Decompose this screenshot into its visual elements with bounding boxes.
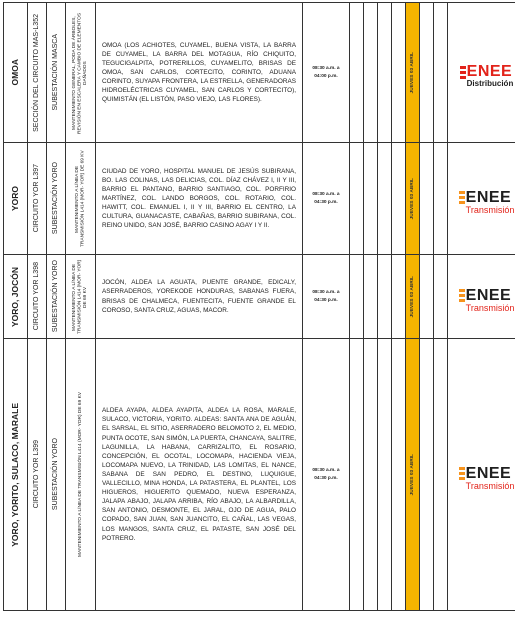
- empty-cell: [434, 143, 448, 255]
- hours-from: 08:30 a.m. a: [312, 290, 340, 296]
- municipality-name: OMOA: [9, 59, 20, 86]
- work-description: MANTENIMIENTO A LÍNEA DE TRANSMISIÓN L414 (MOR- YOR) DE 69 KV: [72, 259, 89, 334]
- logo-word: ENEE: [465, 188, 512, 206]
- municipality-cell: [4, 3, 28, 143]
- hours-cell: [303, 3, 350, 143]
- logo-cell: [448, 143, 515, 255]
- circuit-name: CIRCUITO YOR L397: [32, 164, 40, 233]
- empty-cell: [434, 3, 448, 143]
- logo-word: ENEE: [465, 464, 512, 482]
- municipality-cell: [4, 255, 28, 339]
- empty-cell: [420, 143, 434, 255]
- work-description: MANTENIMIENTO GENERAL, PODA DE ÁRBOLES, REVISIÓN EN ESCALERA Y CAMBIO DE ELEMENTOS DAÑADOS: [72, 11, 89, 134]
- date-label: JUEVES 03 ABRIL: [409, 275, 415, 318]
- empty-cell: [378, 3, 392, 143]
- municipality-name: YORO: [9, 185, 20, 212]
- empty-cell: [378, 255, 392, 339]
- logo-cell: [448, 339, 515, 611]
- hours-to: 04:30 p.m.: [314, 297, 338, 303]
- work-description: MANTENIMIENTO A LÍNEA DE TRANSMISIÓN L414 (MOR- YOR) DE 69 KV: [77, 392, 83, 557]
- circuit-cell: [28, 3, 47, 143]
- outage-schedule-table: [3, 2, 515, 611]
- empty-cell: [350, 339, 364, 611]
- empty-cell: [350, 255, 364, 339]
- logo-subtitle: Transmisión: [465, 480, 515, 491]
- hours-to: 04:30 p.m.: [314, 475, 338, 481]
- substation-cell: [47, 339, 66, 611]
- logo-subtitle: Transmisión: [465, 302, 515, 313]
- municipality-name: YORO, YORITO, SULACO, MARALE: [9, 402, 20, 547]
- substation-cell: [47, 3, 66, 143]
- empty-cell: [378, 143, 392, 255]
- empty-cell: [434, 339, 448, 611]
- hours-cell: [303, 143, 350, 255]
- substation-name: SUBESTACIÓN MASCA: [51, 34, 59, 111]
- substation-cell: [47, 143, 66, 255]
- empty-cell: [378, 339, 392, 611]
- date-cell: [406, 339, 420, 611]
- enee-transmision-logo: [459, 288, 515, 314]
- table-row: [4, 255, 515, 339]
- date-cell: [406, 3, 420, 143]
- hours-from: 08:30 a.m. a: [312, 192, 340, 198]
- empty-cell: [392, 3, 406, 143]
- empty-cell: [364, 3, 378, 143]
- empty-cell: [392, 255, 406, 339]
- logo-bars-icon: [459, 467, 465, 480]
- table-row: [4, 143, 515, 255]
- work-description: MANTENIMIENTO A LÍNEA DE TRANSMISIÓN L414 (MOR- YOR) DE 69 KV: [74, 150, 86, 247]
- circuit-cell: [28, 255, 47, 339]
- table-row: [4, 339, 515, 611]
- circuit-name: SECCIÓN DEL CIRCUITO MAS-L352: [32, 13, 40, 132]
- date-label: JUEVES 03 ABRIL: [409, 453, 415, 496]
- date-label: JUEVES 03 ABRIL: [409, 177, 415, 220]
- enee-transmision-logo: [459, 190, 515, 216]
- date-label: JUEVES 03 ABRIL: [409, 51, 415, 94]
- substation-name: SUBESTACIÓN YORO: [51, 162, 59, 235]
- hours-cell: [303, 255, 350, 339]
- logo-cell: [448, 255, 515, 339]
- date-cell: [406, 143, 420, 255]
- empty-cell: [392, 143, 406, 255]
- empty-cell: [420, 339, 434, 611]
- empty-cell: [420, 255, 434, 339]
- circuit-cell: [28, 143, 47, 255]
- logo-subtitle: Transmisión: [465, 204, 515, 215]
- logo-subtitle: Distribución: [466, 79, 514, 89]
- hours-from: 08:30 a.m. a: [312, 468, 340, 474]
- affected-places: OMOA (LOS ACHIOTES, CUYAMEL, BUENA VISTA, LA BARRA DE CUYAMEL, LA BARRA DEL MOTAGUA, RÍO CHIQUITO, TEGUCIGALPITA, POTRERILLOS, CUYAMELITO, BRISAS DE OMOA, SAN CARLOS, CORTECITO, CORINTO, ADUANA CORINTO, SUYAPA FRONTERA, LA ESTRELLA, GENERADORAS HIDROELÉCTRICAS CUYAMEL, SAN CARLOS Y CORTECITO), QUIMISTÁN (EL LISTÓN, PASO VIEJO, LAS FLORES).: [96, 3, 303, 143]
- enee-transmision-logo: [459, 466, 515, 492]
- affected-places: JOCÓN, ALDEA LA AGUATA, PUENTE GRANDE, EDICALY, ASERRADEROS, YOREKODE HONDURAS, SABANAS FUERA, BRISAS DE CHALMECA, FUENTECITA, FUENTE GRANDE EL COROSO, SANTA CRUZ, AGUAS, MACOR.: [96, 255, 303, 339]
- empty-cell: [350, 3, 364, 143]
- work-cell: [66, 255, 96, 339]
- municipality-name: YORO, JOCÓN: [9, 266, 20, 327]
- substation-cell: [47, 255, 66, 339]
- circuit-name: CIRCUITO YOR L399: [32, 440, 40, 509]
- affected-places: CIUDAD DE YORO, HOSPITAL MANUEL DE JESÚS SUBIRANA, BO. LAS COLINAS, LAS DELICIAS, COL. DÍAZ CHÁVEZ I, II Y III, BARRIO EL PANTANO, BARRIO SANTIAGO, COL. PORFIRIO MARTÍNEZ, COL. LANDO BORGOS, COL. ROTARIO, COL. HAWITT, COL. EMANUEL I, II Y III, BARRIO EL CENTRO, LA CULTURA, GUANACASTE, CABAÑAS, BARRIO SUBIRANA, COL. REINO UNIDO, SAN JOSÉ, BARRIO CASINO AGAY I Y II.: [96, 143, 303, 255]
- hours-to: 04:00 p.m.: [314, 73, 338, 79]
- circuit-name: CIRCUITO YOR L398: [32, 262, 40, 331]
- hours-to: 04:30 p.m.: [314, 199, 338, 205]
- table-row: [4, 3, 515, 143]
- municipality-cell: [4, 143, 28, 255]
- logo-cell: [448, 3, 515, 143]
- substation-name: SUBESTACIÓN YORO: [51, 438, 59, 511]
- municipality-cell: [4, 339, 28, 611]
- empty-cell: [420, 3, 434, 143]
- hours-from: 08:30 a.m. a: [312, 66, 340, 72]
- empty-cell: [392, 339, 406, 611]
- hours-cell: [303, 339, 350, 611]
- affected-places: ALDEA AYAPA, ALDEA AYAPITA, ALDEA LA ROSA, MARALE, SULACO, VICTORIA, YORITO. ALDEAS: SANTA ANA DE AGUÁN, EL SARSAL, EL SITIO, ASERRADERO BELOMOTO 2, EL MEDIO, PUNTA OCOTE, SAN SIMÓN, LA PUERTA, CHANCAYA, SALITRE, LAGUNILLA, LA HABANA, CARRIZALITO, EL ROSARIO, CONCEPCIÓN, EL OCOTAL, LOCOMAPA, HACIENDA VIEJA, LOCOMAPA NUEVO, LA TRINIDAD, LAS LOMITAS, EL NANCE, SABANA DE SAN PEDRO, EL DESTINO, LUQUIGUE, VALLECILLO, MINA HONDA, LA PATASTERA, EL PLANTEL, LOS HIGUEROS, HIGUERITO QUEMADO, NUEVA ESPERANZA, JALAPA ABAJO, JALAPA ARRIBA, RÍO ABAJO, LA ALBARDILLA, SAN ANTONIO, DESMONTE, EL JARAL, OJO DE AGUA, PALO COPADO, SAN JUAN, SAN JUANCITO, EL CAÑAL, LAS VEGAS, LOS MANGOS, SANTA CRUZ, EL PATASTE, SAN JOSÉ DEL POTRERO.: [96, 339, 303, 611]
- logo-bars-icon: [459, 289, 465, 302]
- empty-cell: [364, 143, 378, 255]
- work-cell: [66, 143, 96, 255]
- work-cell: [66, 3, 96, 143]
- logo-word: ENEE: [466, 63, 513, 81]
- empty-cell: [434, 255, 448, 339]
- circuit-cell: [28, 339, 47, 611]
- logo-bars-icon: [459, 191, 465, 204]
- empty-cell: [364, 339, 378, 611]
- empty-cell: [364, 255, 378, 339]
- enee-distribucion-logo: [460, 64, 514, 89]
- work-cell: [66, 339, 96, 611]
- logo-word: ENEE: [465, 286, 512, 304]
- logo-bars-icon: [460, 66, 466, 79]
- empty-cell: [350, 143, 364, 255]
- date-cell: [406, 255, 420, 339]
- substation-name: SUBESTACIÓN YORO: [51, 260, 59, 333]
